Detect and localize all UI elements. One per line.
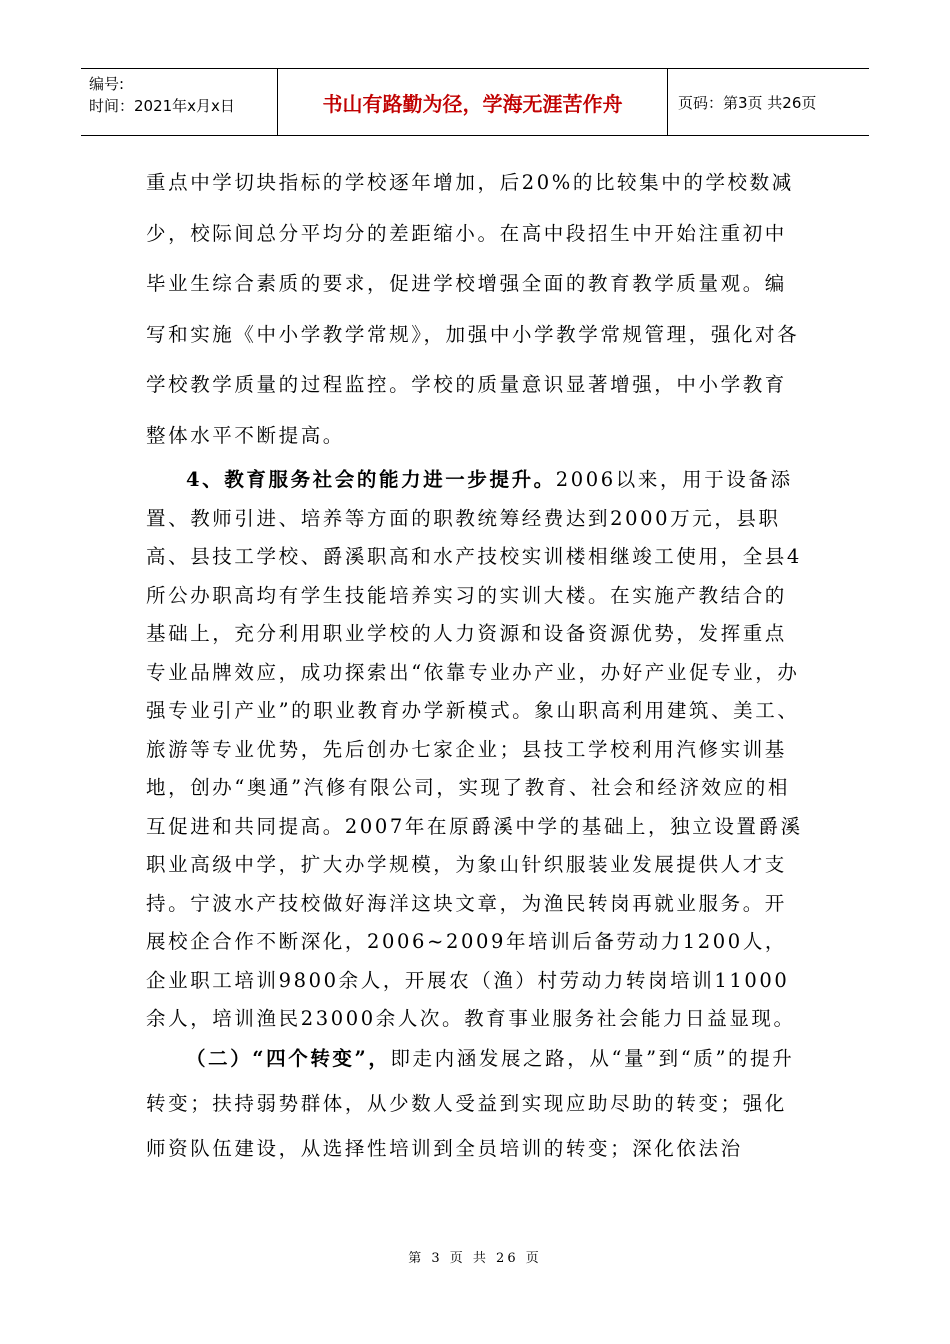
paragraph-text: 即走内涵发展之路，从“量”到“质”的提升转变；扶持弱势群体，从少数人受益到实现应助尽助的转变；强化师资队伍建设，从选择性培训到全员培训的转变；深化依法治 [146,1046,795,1160]
paragraph-social-service [146,461,806,1039]
page-footer: 第 3 页 共 26 页 [408,1251,542,1266]
paragraph-quality: 重点中学切块指标的学校逐年增加，后20%的比较集中的学校数减少，校际间总分平均分的差距缩小。在高中段招生中开始注重初中毕业生综合素质的要求，促进学校增强全面的教育教学质量观。编写和实施《中小学教学常规》，加强中小学教学常规管理，强化对各学校教学质量的过程监控。学校的质量意识显著增强，中小学教育整体水平不断提高。 [146,171,800,447]
document-number-label: 编号: [89,75,125,93]
page-header [81,68,869,136]
document-time-label: 时间：2021年x月x日 [89,97,235,115]
header-meta [81,69,278,135]
header-motto: 书山有路勤为径，学海无涯苦作舟 [278,69,668,135]
document-body [146,158,806,1171]
paragraph-heading: 4、教育服务社会的能力进一步提升。 [186,468,556,491]
paragraph-four-changes [146,1036,806,1171]
paragraph-text: 2006以来，用于设备添置、教师引进、培养等方面的职教统筹经费达到2000万元，县职高、县技工学校、爵溪职高和水产技校实训楼相继竣工使用，全县4所公办职高均有学生技能培养实习的实训大楼。在实施产教结合的基础上，充分利用职业学校的人力资源和设备资源优势，发挥重点专业品牌效应，成功探索出“依靠专业办产业，办好产业促专业，办强专业引产业”的职业教育办学新模式。象山职高利用建筑、美工、旅游等专业优势，先后创办七家企业；县技工学校利用汽修实训基地，创办“奥通”汽修有限公司，实现了教育、社会和经济效应的相互促进和共同提高。2007年在原爵溪中学的基础上，独立设置爵溪职业高级中学，扩大办学规模，为象山针织服装业发展提供人才支持。宁波水产技校做好海洋这块文章，为渔民转岗再就业服务。开展校企合作不断深化，2006~2009年培训后备劳动力1200人，企业职工培训9800余人，开展农（渔）村劳动力转岗培训11000余人，培训渔民23000余人次。教育事业服务社会能力日益显现。 [146,468,803,1030]
paragraph-heading: （二）“四个转变”， [186,1046,391,1070]
header-page-info: 页码：第3页 共26页 [678,93,817,112]
